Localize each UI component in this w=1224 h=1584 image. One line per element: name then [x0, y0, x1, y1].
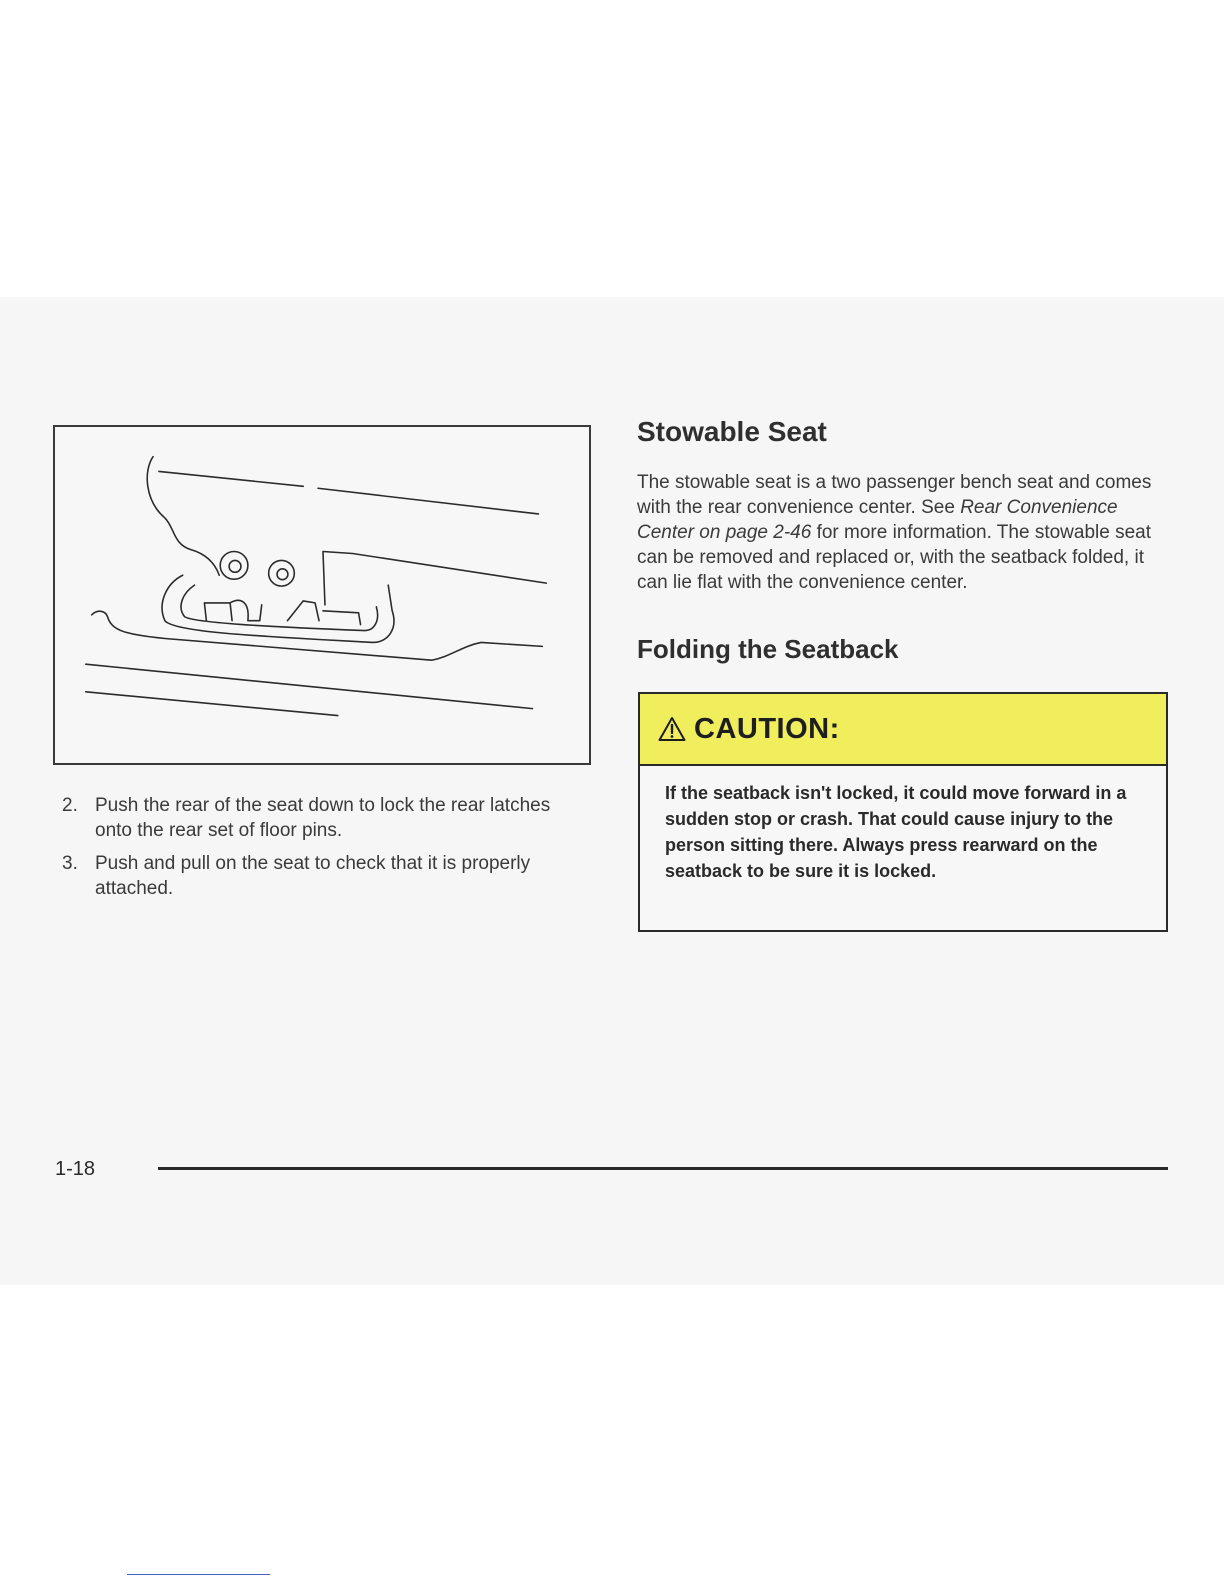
stowable-seat-heading: Stowable Seat: [637, 416, 827, 447]
caution-header: [640, 694, 1166, 766]
latch-housing-inner: [181, 585, 378, 630]
footer-rule: [158, 1167, 1168, 1170]
caution-title: CAUTION:: [694, 712, 840, 745]
seat-latch-figure: [53, 425, 591, 765]
seat-latch-illustration: [55, 427, 589, 763]
stowable-seat-paragraph: [637, 470, 1167, 595]
installation-steps: [62, 793, 562, 909]
step-text: Push the rear of the seat down to lock the rear latches onto the rear set of floor pins.: [95, 795, 551, 841]
list-item: [62, 851, 562, 901]
folding-seatback-heading: Folding the Seatback: [637, 634, 899, 664]
paragraph-text-start: The stowable seat is a two passenger bench seat and comes with the rear convenience center. See: [637, 472, 1152, 518]
latch-slot-right: [287, 601, 360, 625]
floor-line-2: [86, 692, 338, 716]
caution-box: [638, 692, 1168, 932]
caution-text: If the seatback isn't locked, it could move forward in a sudden stop or crash. That could cause injury to the person sitting there. Always press rearward on the seatback to be sure it is locked.: [665, 783, 1127, 881]
trim-line-2: [318, 488, 538, 514]
floor-edge: [92, 611, 543, 660]
bracket-post: [323, 552, 546, 605]
trim-line-1: [159, 471, 303, 486]
warning-triangle-icon: [658, 716, 686, 742]
list-item: [62, 793, 562, 843]
cross-reference-link[interactable]: Rear Convenience Center on page 2-46: [637, 497, 1118, 543]
step-text: Push and pull on the seat to check that it is properly attached.: [95, 853, 531, 899]
latch-slot-left: [204, 600, 261, 620]
floor-pin-outer-2: [269, 560, 295, 586]
page-number: 1-18: [55, 1158, 96, 1180]
floor-pin-inner-1: [229, 560, 241, 572]
step-number: 2.: [62, 795, 78, 816]
paragraph-text-end: for more information. The stowable seat can be removed and replaced or, with the seatback folded, it can lie flat with the convenience center.: [637, 522, 1151, 593]
step-number: 3.: [62, 853, 78, 874]
floor-pin-outer-1: [220, 552, 248, 580]
floor-pin-inner-2: [277, 569, 288, 580]
floor-line-1: [86, 664, 533, 708]
bottom-link-underline: [127, 1574, 270, 1575]
